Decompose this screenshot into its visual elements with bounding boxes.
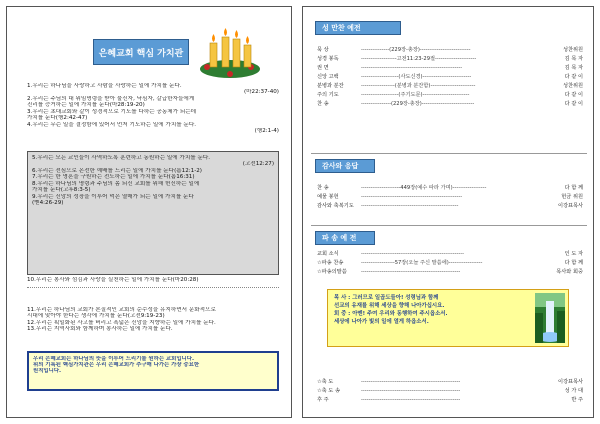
order-row: [317, 183, 583, 192]
order-row: [317, 63, 583, 72]
order-mid: -------------------고전11:23-29절----------------------: [361, 56, 477, 62]
order-row: [317, 192, 583, 201]
order-row: [317, 258, 583, 267]
value-line: (벧4:26-29): [32, 199, 64, 206]
thanks-header: 감사와 응답: [315, 159, 375, 173]
order-label: 교회 소식: [317, 251, 339, 257]
right-page: [302, 6, 594, 418]
waterfall-image-icon: [535, 293, 565, 343]
order-end: 성찬위원: [562, 83, 583, 89]
order-label: ☆파송의말씀: [317, 269, 347, 275]
order-label: 주의 기도: [317, 92, 339, 98]
order-mid: -------------------------------------------------------: [361, 250, 464, 257]
note-line: 원칙입니다.: [33, 368, 62, 375]
advent-candles-icon: [197, 21, 263, 79]
order-label: ☆축 도: [317, 379, 334, 385]
value-line: 11.우리는 하나님의 교회가 본질적인 교회의 순수성을 유지하면서 문화적으로: [27, 307, 216, 313]
order-mid: ------------------------------------------------------: [361, 193, 463, 200]
order-label: 권 면: [317, 65, 329, 71]
order-mid: ----------------------------------------------------: [361, 202, 459, 209]
order-label: 신앙 고백: [317, 74, 339, 80]
order-end: 헌금 위원: [561, 194, 583, 200]
order-end: 다 같 이: [564, 74, 583, 80]
blessing-box: [327, 289, 569, 347]
value-line: 시대에 맞아야 한다는 생각에 가치를 둔다(고전9:19-23): [27, 313, 165, 320]
values-section-2: [27, 151, 279, 275]
order-row: [317, 249, 583, 258]
order-end: 이강표목사: [557, 203, 583, 209]
value-line: 8.우리는 하나님의 명령과 주님의 몸 되신 교회를 위해 헌신하는 일에: [32, 180, 200, 187]
sending-order: [317, 249, 583, 276]
order-row: [317, 395, 583, 404]
order-mid: ---------------------449장(예수 따라 가며)------------------: [361, 185, 487, 191]
value-line: 4.우리는 무슨 일을 결정함에 있어서 먼저 기도하는 일에 가치를 둔다.: [27, 121, 197, 128]
order-mid: -----------------------------------------------------: [361, 378, 461, 385]
order-label: ☆파송 찬송: [317, 260, 344, 266]
order-mid: ------------------------------------------------------: [361, 64, 463, 71]
order-end: 다 함 께: [564, 185, 583, 191]
value-line: 진리를 증거하는 일에 가치를 둔다(마28:19-20): [27, 102, 145, 109]
values-title: 은혜교회 핵심 가치관: [93, 39, 189, 65]
order-mid: -----------------------------------------------------: [361, 396, 461, 403]
left-page: [6, 6, 292, 418]
order-mid: ------------------57장(오늘 주신 말씀에)------------------: [361, 260, 483, 266]
values-section-3: [27, 307, 279, 347]
value-line: 6.우리는 전심으로 온전한 예배를 드리는 일에 가치를 둔다(롬12:1-2): [32, 167, 202, 174]
church-note-box: [27, 351, 279, 391]
communion-order: [317, 45, 583, 108]
order-label: 감사와 축복기도: [317, 203, 354, 209]
order-mid: -----------------------------------------------------: [361, 387, 461, 394]
order-mid: -----------------------------------------------------: [361, 268, 461, 275]
order-end: 이강표목사: [557, 379, 583, 385]
value-line: 9.우리는 신앙의 성장을 이루어 먹은 열매가 되는 일에 가치를 둔다: [32, 193, 194, 200]
order-row: [317, 90, 583, 99]
order-mid: --------------------(주기도문)-------------------------: [361, 92, 470, 98]
order-end: 반 주: [571, 397, 583, 403]
value-line: 1.우리는 하나님을 사랑하고 사람을 사랑하는 일에 가치를 둔다.: [27, 83, 182, 89]
closing-order: [317, 377, 583, 404]
order-row: [317, 45, 583, 54]
value-line: 3.우리는 초대교회와 같이 성경적으로 기도를 다하는 공동체가 되는데: [27, 108, 197, 115]
order-row: [317, 377, 583, 386]
order-label: 찬 송: [317, 101, 329, 107]
blessing-line: 회 중 : 아멘! 주여 우리와 동행하여 주시옵소서.: [334, 311, 448, 318]
order-row: [317, 267, 583, 276]
communion-header: 성 만찬 예전: [315, 21, 401, 35]
order-end: 다 함 께: [564, 260, 583, 266]
order-row: [317, 386, 583, 395]
order-end: 다 같 이: [564, 101, 583, 107]
order-row: [317, 81, 583, 90]
order-mid: ----------------(229장-총장)----------------------------: [361, 101, 475, 107]
order-end: 목사와 회중: [556, 269, 583, 275]
blessing-line: 선교의 유재를 위해 세상을 향해 나아가십시요.: [334, 303, 445, 310]
order-end: 인 도 자: [564, 251, 583, 257]
order-label: ☆축 도 송: [317, 388, 340, 394]
order-end: 성 가 대: [564, 388, 583, 394]
value-line: (마22:37-40): [243, 89, 279, 96]
blessing-line: 세상에 나아가 빛의 일에 열게 하옵소서.: [334, 319, 429, 326]
order-row: [317, 54, 583, 63]
value-10: 10.우리는 봉사와 섬김과 사랑을 실천하는 일에 가치를 둔다(마20:28): [27, 277, 199, 283]
order-label: 성경 봉독: [317, 56, 339, 62]
values-section-1: [27, 83, 279, 134]
order-label: 찬 송: [317, 185, 329, 191]
order-end: 다 같 이: [564, 92, 583, 98]
value-line: 가치를 둔다(행2:42-47): [27, 115, 88, 122]
order-end: 김 목 자: [564, 56, 583, 62]
blessing-line: 목 사 : 그러므로 일곱도들아! 성령님과 함께: [334, 295, 439, 301]
value-line: 2.우리는 주님의 대 위임명령을 받아 불신자, 낙심자, 갈급한자들에게: [27, 95, 195, 102]
order-label: 분병과 분잔: [317, 83, 344, 89]
order-end: 김 목 자: [564, 65, 583, 71]
value-line: (행2:1-4): [254, 127, 279, 134]
sending-header: 파 송 예 전: [315, 231, 375, 245]
order-row: [317, 72, 583, 81]
order-mid: ------------------(분병과 분잔함)------------------------: [361, 83, 476, 89]
order-label: 묵 상: [317, 47, 329, 53]
value-line: 12.우리는 획일화된 사고를 버리고 폭넓은 신앙을 지향하는 일에 가치를 둔다.: [27, 319, 216, 326]
order-row: [317, 201, 583, 210]
value-line: 13.우리는 지역사회와 함께하며 봉사하는 일에 가치를 둔다.: [27, 326, 173, 333]
order-label: 후 주: [317, 397, 329, 403]
value-line: (고전12:27): [242, 161, 274, 168]
thanks-order: [317, 183, 583, 210]
value-line: 7.우리는 한 영혼을 구원하는 전도하는 일에 가치를 둔다(롬16:31): [32, 174, 195, 181]
note-line: 위의 기록된 핵심가치관은 우리 은혜교회가 추구해 나가는 가장 중요한: [33, 362, 200, 369]
order-row: [317, 99, 583, 108]
order-end: 성찬위원: [562, 47, 583, 53]
value-line: 5.우리는 모든 교인들이 사역하도록 훈련하고 동원하는 일에 가치를 둔다.: [32, 155, 211, 161]
value-line: 가치를 둔다(고후8:3-5): [32, 187, 91, 194]
note-line: 우리 은혜교회는 하나님의 뜻을 이루어 드리기를 원하는 교회입니다.: [33, 356, 194, 362]
order-label: 예물 봉헌: [317, 194, 339, 200]
order-mid: --------------------(사도신경)--------------------------: [361, 74, 472, 80]
order-mid: ---------------(229장-총장)---------------------------: [361, 47, 471, 53]
